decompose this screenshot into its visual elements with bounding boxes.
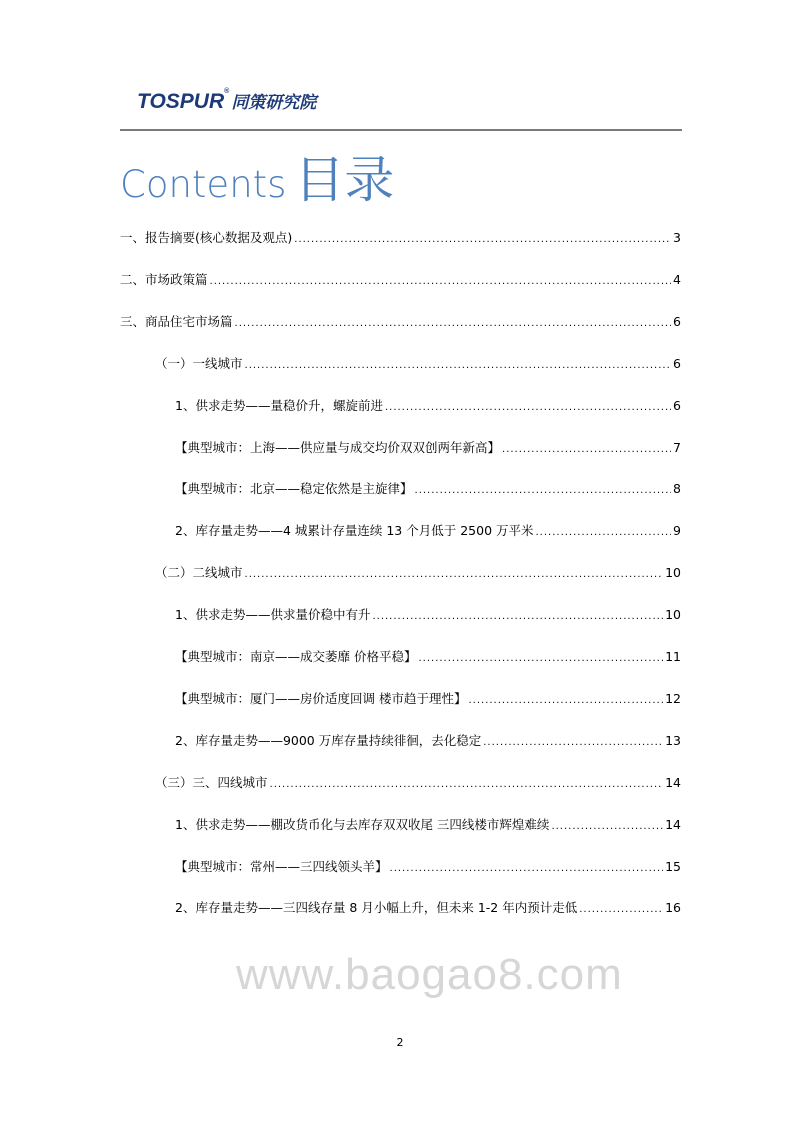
toc-leader-dots	[385, 396, 671, 418]
toc-entry-label: 1、供求走势——量稳价升，螺旋前进	[175, 397, 383, 413]
logo-registered-mark: ®	[224, 88, 230, 95]
logo-brand: TOSPUR	[137, 90, 225, 113]
toc-entry-label: （一）一线城市	[155, 355, 243, 371]
toc-entry-label: 【典型城市：北京——稳定依然是主旋律】	[175, 481, 413, 497]
toc-entry-label: 一、报告摘要(核心数据及观点)	[120, 230, 293, 245]
toc-entry-label: 【典型城市：上海——供应量与成交均价双双创两年新高】	[175, 439, 501, 455]
toc-entry-page: 10	[665, 607, 681, 623]
toc-entry-page: 9	[673, 523, 681, 539]
toc-entry-page: 3	[673, 230, 681, 245]
toc-entry-label: 【典型城市：南京——成交萎靡 价格平稳】	[175, 649, 417, 664]
toc-entry-page: 4	[673, 271, 681, 287]
toc-entry[interactable]	[120, 228, 681, 248]
toc-entry[interactable]	[155, 563, 681, 583]
toc-leader-dots	[210, 270, 672, 292]
toc-entry[interactable]	[175, 857, 681, 877]
toc-leader-dots	[372, 605, 663, 627]
toc-entry-page: 14	[665, 816, 681, 832]
header-divider	[120, 129, 682, 131]
toc-entry-label: 1、供求走势——棚改货币化与去库存双双收尾 三四线楼市辉煌难续	[175, 816, 550, 832]
toc-leader-dots	[245, 563, 664, 585]
toc-leader-dots	[294, 228, 671, 250]
toc-entry-page: 8	[673, 481, 681, 497]
toc-entry-page: 16	[665, 900, 681, 916]
toc-entry[interactable]	[175, 898, 681, 918]
toc-entry-page: 11	[665, 649, 681, 664]
toc-entry-page: 15	[665, 858, 681, 874]
toc-entry-page: 6	[673, 313, 681, 329]
toc-entry[interactable]	[175, 479, 681, 499]
toc-entry-page: 14	[665, 774, 681, 790]
toc-leader-dots	[418, 647, 663, 669]
toc-leader-dots	[245, 354, 672, 376]
tospur-logo	[137, 88, 316, 114]
toc-entry-label: 1、供求走势——供求量价稳中有升	[175, 607, 371, 623]
toc-entry-label: 【典型城市：厦门——房价适度回调 楼市趋于理性】	[175, 690, 467, 706]
toc-entry[interactable]	[120, 270, 681, 290]
toc-entry[interactable]	[155, 354, 681, 374]
toc-leader-dots	[551, 815, 663, 837]
toc-entry-label: （三）三、四线城市	[155, 774, 268, 790]
toc-entry-label: 【典型城市：常州——三四线领头羊】	[175, 858, 388, 874]
toc-entry-label: （二）二线城市	[155, 565, 243, 581]
toc-entry-page: 6	[673, 397, 681, 413]
toc-leader-dots	[235, 312, 672, 334]
toc-entry-label: 二、市场政策篇	[120, 271, 208, 287]
toc-entry[interactable]	[175, 815, 681, 835]
toc-entry-page: 12	[665, 690, 681, 706]
toc-leader-dots	[502, 438, 671, 460]
toc-entry[interactable]	[175, 396, 681, 416]
page-title	[120, 150, 394, 222]
watermark: www.baogao8.com	[236, 950, 623, 999]
toc-entry[interactable]	[175, 605, 681, 625]
toc-entry-label: 2、库存量走势——9000 万库存量持续徘徊，去化稳定	[175, 732, 482, 748]
toc-entry-page: 6	[673, 355, 681, 371]
toc-entry[interactable]	[120, 312, 681, 332]
title-chinese: 目录	[294, 151, 395, 209]
toc-leader-dots	[536, 521, 672, 543]
logo-chinese-name: 同策研究院	[231, 93, 317, 112]
toc-entry-label: 三、商品住宅市场篇	[120, 313, 233, 329]
toc-entry-label: 2、库存量走势——三四线存量 8 月小幅上升，但未来 1-2 年内预计走低	[175, 900, 578, 916]
toc-entry[interactable]	[175, 689, 681, 709]
toc-leader-dots	[270, 773, 664, 795]
toc-entry-page: 7	[673, 439, 681, 455]
toc-leader-dots	[415, 479, 672, 501]
toc-entry[interactable]	[175, 438, 681, 458]
toc-leader-dots	[468, 689, 663, 711]
toc-entry-page: 10	[665, 565, 681, 581]
toc-entry-page: 13	[665, 732, 681, 748]
toc-entry[interactable]	[155, 773, 681, 793]
toc-leader-dots	[390, 857, 664, 879]
toc-entry[interactable]	[175, 647, 681, 667]
title-english: Contents	[120, 163, 287, 206]
page-number: 2	[396, 1036, 404, 1049]
toc-entry[interactable]	[175, 521, 681, 541]
toc-entry[interactable]	[175, 731, 681, 751]
toc-leader-dots	[483, 731, 663, 753]
toc-leader-dots	[579, 898, 663, 920]
toc-entry-label: 2、库存量走势——4 城累计存量连续 13 个月低于 2500 万平米	[175, 523, 534, 539]
